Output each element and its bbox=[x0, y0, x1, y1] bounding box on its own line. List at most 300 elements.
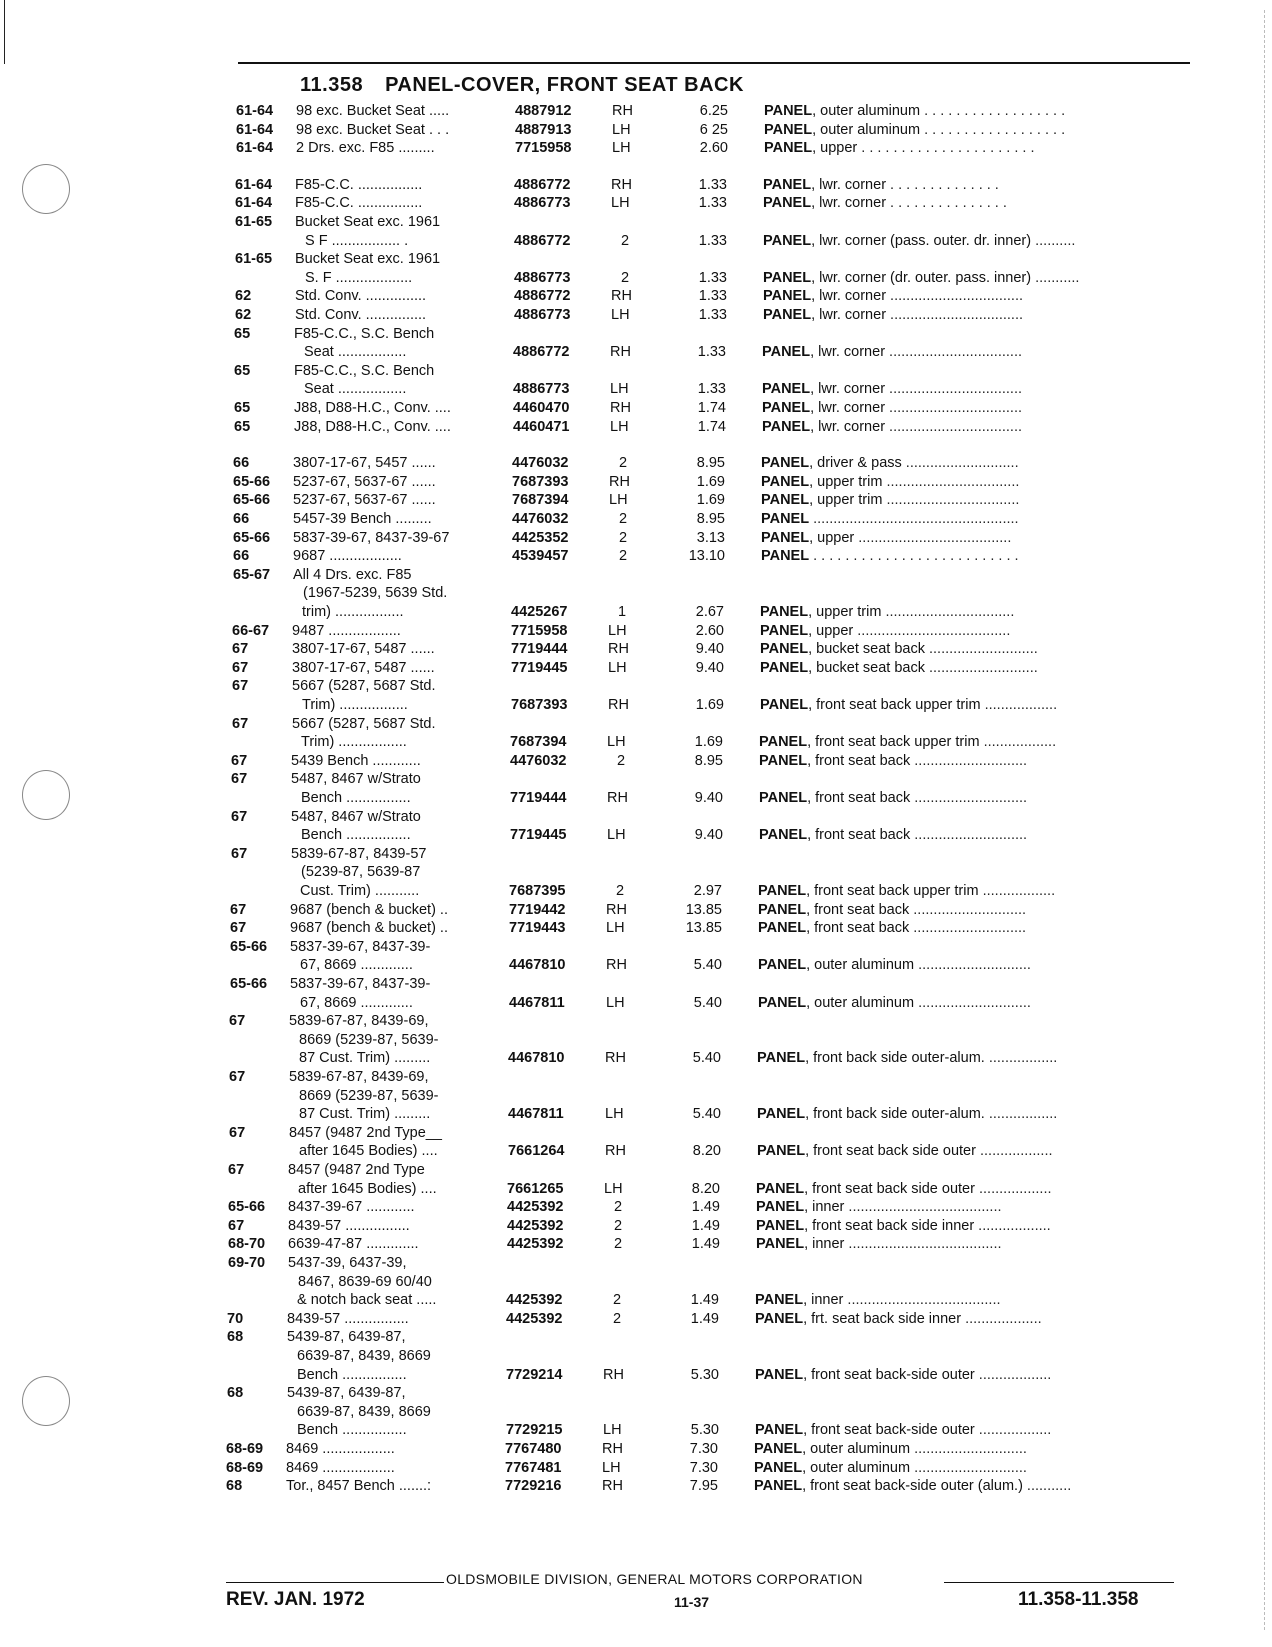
table-row bbox=[0, 418, 1272, 436]
body-description: 5837-39-67, 8437-39-67 bbox=[293, 530, 450, 546]
leader-dots: ................... bbox=[961, 1311, 1042, 1327]
part-name bbox=[764, 102, 1065, 120]
table-row bbox=[0, 1031, 1272, 1049]
qty-or-side: LH bbox=[603, 1422, 622, 1438]
list-price: 8.95 bbox=[696, 455, 725, 471]
panel-word: PANEL bbox=[761, 474, 810, 490]
body-description: 5667 (5287, 5687 Std. bbox=[292, 716, 436, 732]
part-number: 7729215 bbox=[506, 1422, 563, 1438]
part-name bbox=[754, 1477, 1071, 1495]
model-years: 68 bbox=[226, 1478, 243, 1494]
table-row bbox=[0, 566, 1272, 584]
leader-dots: . . . . . . . . . . . . . . . . . . bbox=[920, 103, 1066, 119]
model-years: 67 bbox=[231, 846, 248, 862]
name-separator: , bbox=[812, 103, 821, 119]
qty-or-side: 2 bbox=[613, 1292, 622, 1308]
leader-dots: .................. bbox=[974, 1422, 1052, 1438]
part-number: 4425392 bbox=[507, 1199, 564, 1215]
list-price: 1.74 bbox=[697, 400, 726, 416]
name-separator: , bbox=[804, 1199, 813, 1215]
panel-word: PANEL bbox=[759, 734, 808, 750]
body-description: 5237-67, 5637-67 ...... bbox=[293, 492, 436, 508]
body-description: 3807-17-67, 5487 ...... bbox=[292, 660, 435, 676]
body-description: 87 Cust. Trim) ......... bbox=[299, 1106, 431, 1122]
body-description: 5439 Bench ............ bbox=[291, 753, 421, 769]
table-row bbox=[0, 399, 1272, 417]
panel-word: PANEL bbox=[762, 419, 811, 435]
list-price: 1.33 bbox=[697, 344, 726, 360]
model-years: 67 bbox=[232, 641, 249, 657]
model-years: 65-66 bbox=[230, 939, 268, 955]
model-years: 65-66 bbox=[228, 1199, 266, 1215]
part-name-detail: lwr. corner bbox=[818, 419, 886, 435]
leader-dots: .................. bbox=[974, 1367, 1052, 1383]
part-name-detail: lwr. corner (pass. outer. dr. inner) bbox=[819, 233, 1032, 249]
panel-word: PANEL bbox=[761, 455, 810, 471]
body-description: Bucket Seat exc. 1961 bbox=[295, 251, 441, 267]
model-years: 61-65 bbox=[235, 251, 273, 267]
list-price: 1.33 bbox=[698, 177, 727, 193]
footer-rule-left bbox=[226, 1582, 444, 1583]
qty-or-side: RH bbox=[611, 288, 632, 304]
panel-word: PANEL bbox=[757, 1106, 806, 1122]
part-number: 4886773 bbox=[514, 195, 571, 211]
part-number: 7729214 bbox=[506, 1367, 563, 1383]
table-row bbox=[0, 1403, 1272, 1421]
part-number: 4467811 bbox=[508, 1106, 564, 1122]
qty-or-side: RH bbox=[610, 344, 631, 360]
body-description: 5439-87, 6439-87, bbox=[287, 1329, 406, 1345]
panel-word: PANEL bbox=[764, 122, 813, 138]
part-name bbox=[758, 994, 1031, 1012]
list-price: 5.30 bbox=[690, 1367, 719, 1383]
list-price: 3.13 bbox=[696, 530, 725, 546]
name-separator: , bbox=[810, 400, 819, 416]
list-price: 6 25 bbox=[699, 122, 728, 138]
part-number: 7719442 bbox=[509, 902, 566, 918]
body-description: (5239-87, 5639-87 bbox=[301, 864, 421, 880]
list-price: 1.69 bbox=[696, 492, 725, 508]
part-name-detail: outer aluminum bbox=[814, 995, 915, 1011]
part-name-detail: front seat back-side outer bbox=[811, 1422, 975, 1438]
body-description: 8457 (9487 2nd Type bbox=[288, 1162, 425, 1178]
model-years: 70 bbox=[227, 1311, 244, 1327]
model-years: 66 bbox=[233, 511, 250, 527]
table-row bbox=[0, 622, 1272, 640]
leader-dots: .................. bbox=[980, 697, 1058, 713]
panel-word: PANEL bbox=[760, 697, 809, 713]
part-number: 4539457 bbox=[512, 548, 569, 564]
panel-word: PANEL bbox=[762, 400, 811, 416]
part-name bbox=[762, 418, 1022, 436]
body-description: 6639-87, 8439, 8669 bbox=[297, 1348, 431, 1364]
part-name bbox=[757, 1049, 1057, 1067]
panel-word: PANEL bbox=[763, 177, 812, 193]
part-name-detail: driver & pass bbox=[817, 455, 902, 471]
body-description: 3807-17-67, 5457 ...... bbox=[293, 455, 436, 471]
name-separator: , bbox=[808, 604, 817, 620]
table-row bbox=[0, 1421, 1272, 1439]
part-number: 4425352 bbox=[512, 530, 569, 546]
leader-dots: ...................................... bbox=[853, 623, 1011, 639]
body-description: 8457 (9487 2nd Type__ bbox=[289, 1125, 442, 1141]
body-description: 8469 .................. bbox=[286, 1441, 395, 1457]
model-years: 65-66 bbox=[233, 474, 271, 490]
panel-word: PANEL bbox=[757, 1050, 806, 1066]
part-number: 4425267 bbox=[511, 604, 568, 620]
table-row bbox=[0, 808, 1272, 826]
part-name-detail: outer aluminum bbox=[820, 103, 921, 119]
part-name bbox=[763, 176, 999, 194]
body-description: 8669 (5239-87, 5639- bbox=[299, 1088, 439, 1104]
table-row bbox=[0, 213, 1272, 231]
model-years: 67 bbox=[231, 771, 248, 787]
table-row bbox=[0, 584, 1272, 602]
footer-page-number: 11-37 bbox=[674, 1594, 710, 1610]
part-number: 7719444 bbox=[510, 790, 567, 806]
part-name-detail: upper trim bbox=[817, 474, 883, 490]
table-row bbox=[0, 1235, 1272, 1253]
model-years: 65 bbox=[234, 400, 251, 416]
part-name-detail: front seat back bbox=[815, 790, 911, 806]
body-description: J88, D88-H.C., Conv. .... bbox=[294, 419, 451, 435]
qty-or-side: LH bbox=[610, 381, 629, 397]
name-separator: , bbox=[807, 734, 816, 750]
name-separator: , bbox=[804, 1236, 813, 1252]
qty-or-side: 2 bbox=[619, 548, 628, 564]
body-description: 5487, 8467 w/Strato bbox=[291, 771, 421, 787]
body-description: S. F ................... bbox=[305, 270, 413, 286]
list-price: 5.30 bbox=[690, 1422, 719, 1438]
table-row bbox=[0, 863, 1272, 881]
table-row bbox=[0, 956, 1272, 974]
model-years: 68 bbox=[227, 1329, 244, 1345]
body-description: 8469 .................. bbox=[286, 1460, 395, 1476]
model-years: 67 bbox=[229, 1069, 246, 1085]
name-separator: , bbox=[806, 957, 815, 973]
leader-dots: ...................................... bbox=[844, 1236, 1002, 1252]
qty-or-side: 2 bbox=[614, 1199, 623, 1215]
name-separator: , bbox=[811, 307, 820, 323]
qty-or-side: 2 bbox=[616, 883, 625, 899]
list-price: 2.60 bbox=[699, 140, 728, 156]
page-edge-line bbox=[4, 0, 5, 64]
qty-or-side: RH bbox=[608, 697, 629, 713]
panel-word: PANEL bbox=[758, 957, 807, 973]
panel-word: PANEL bbox=[761, 492, 810, 508]
table-row bbox=[0, 362, 1272, 380]
part-number: 4467811 bbox=[509, 995, 565, 1011]
table-row bbox=[0, 1142, 1272, 1160]
table-row bbox=[0, 715, 1272, 733]
part-name-detail: front back side outer-alum. bbox=[813, 1050, 985, 1066]
model-years: 69-70 bbox=[228, 1255, 266, 1271]
table-row bbox=[0, 510, 1272, 528]
model-years: 62 bbox=[235, 288, 252, 304]
body-description: 9687 (bench & bucket) .. bbox=[290, 920, 448, 936]
part-number: 7687395 bbox=[509, 883, 566, 899]
table-row bbox=[0, 1180, 1272, 1198]
panel-word: PANEL bbox=[759, 790, 808, 806]
panel-word: PANEL bbox=[763, 307, 812, 323]
panel-word: PANEL bbox=[760, 604, 809, 620]
list-price: 1.33 bbox=[698, 288, 727, 304]
qty-or-side: 2 bbox=[613, 1311, 622, 1327]
name-separator: , bbox=[803, 1367, 812, 1383]
panel-word: PANEL bbox=[755, 1422, 804, 1438]
name-separator: , bbox=[810, 419, 819, 435]
body-description: after 1645 Bodies) .... bbox=[298, 1181, 437, 1197]
part-number: 4887912 bbox=[515, 103, 572, 119]
part-name bbox=[761, 473, 1019, 491]
body-description: 6639-47-87 ............. bbox=[288, 1236, 419, 1252]
body-description: 5839-67-87, 8439-57 bbox=[291, 846, 427, 862]
footer-rule-right bbox=[944, 1582, 1174, 1583]
model-years: 67 bbox=[229, 1125, 246, 1141]
leader-dots: ................................. bbox=[882, 492, 1020, 508]
table-row bbox=[0, 1440, 1272, 1458]
leader-dots: .................. bbox=[979, 734, 1057, 750]
body-description: after 1645 Bodies) .... bbox=[299, 1143, 438, 1159]
list-price: 1.49 bbox=[690, 1292, 719, 1308]
table-row bbox=[0, 733, 1272, 751]
panel-word: PANEL bbox=[763, 233, 812, 249]
part-name bbox=[755, 1421, 1051, 1439]
model-years: 67 bbox=[228, 1162, 245, 1178]
model-years: 65 bbox=[234, 419, 251, 435]
table-row bbox=[0, 1105, 1272, 1123]
qty-or-side: RH bbox=[609, 474, 630, 490]
part-number: 4886773 bbox=[513, 381, 570, 397]
part-name-detail: front seat back upper trim bbox=[814, 883, 979, 899]
table-row bbox=[0, 1087, 1272, 1105]
leader-dots: ...................................... bbox=[844, 1199, 1002, 1215]
panel-word: PANEL bbox=[761, 530, 810, 546]
model-years: 65 bbox=[234, 363, 251, 379]
part-number: 4886773 bbox=[514, 307, 571, 323]
list-price: 1.49 bbox=[690, 1311, 719, 1327]
table-row bbox=[0, 529, 1272, 547]
leader-dots: ............................ bbox=[914, 957, 1031, 973]
model-years: 67 bbox=[231, 753, 248, 769]
body-description: 67, 8669 ............. bbox=[300, 995, 413, 1011]
list-price: 9.40 bbox=[695, 660, 724, 676]
panel-word: PANEL bbox=[760, 660, 809, 676]
part-name-detail: inner bbox=[811, 1292, 844, 1308]
body-description: Seat ................. bbox=[304, 381, 407, 397]
part-number: 4476032 bbox=[512, 511, 569, 527]
qty-or-side: LH bbox=[611, 307, 630, 323]
part-name bbox=[763, 306, 1023, 324]
name-separator: , bbox=[810, 344, 819, 360]
part-name-detail: front seat back side inner bbox=[812, 1218, 975, 1234]
name-separator: , bbox=[803, 1422, 812, 1438]
name-separator: , bbox=[806, 995, 815, 1011]
part-number: 4460471 bbox=[513, 419, 570, 435]
table-row bbox=[0, 919, 1272, 937]
body-description: Bench ................ bbox=[297, 1422, 407, 1438]
qty-or-side: RH bbox=[605, 1143, 626, 1159]
table-row bbox=[0, 1347, 1272, 1365]
name-separator: , bbox=[802, 1460, 811, 1476]
part-name bbox=[759, 826, 1027, 844]
model-years: 65-66 bbox=[233, 492, 271, 508]
part-number: 7687394 bbox=[510, 734, 567, 750]
leader-dots: ............................ bbox=[910, 790, 1028, 806]
table-row bbox=[0, 102, 1272, 120]
table-row bbox=[0, 139, 1272, 157]
qty-or-side: LH bbox=[606, 920, 625, 936]
panel-word: PANEL bbox=[759, 753, 808, 769]
leader-dots: . . . . . . . . . . . . . . . . . . bbox=[920, 122, 1066, 138]
name-separator: , bbox=[808, 623, 817, 639]
body-description: F85-C.C., S.C. Bench bbox=[294, 363, 435, 379]
list-price: 9.40 bbox=[694, 827, 723, 843]
list-price: 1.33 bbox=[697, 381, 726, 397]
part-number: 7715958 bbox=[515, 140, 572, 156]
leader-dots: . . . . . . . . . . . . . . bbox=[886, 177, 999, 193]
leader-dots: ........................... bbox=[924, 641, 1038, 657]
part-name bbox=[759, 752, 1027, 770]
section-title bbox=[300, 74, 744, 97]
body-description: Bench ................ bbox=[297, 1367, 407, 1383]
name-separator: , bbox=[809, 492, 818, 508]
body-description: 98 exc. Bucket Seat ..... bbox=[296, 103, 450, 119]
part-name-detail: upper bbox=[820, 140, 858, 156]
name-separator: , bbox=[806, 920, 815, 936]
list-price: 2.67 bbox=[695, 604, 724, 620]
section-heading: PANEL-COVER, FRONT SEAT BACK bbox=[385, 74, 744, 96]
part-name-detail: front seat back side outer bbox=[813, 1143, 976, 1159]
part-name bbox=[763, 194, 1007, 212]
qty-or-side: LH bbox=[602, 1460, 621, 1476]
part-name-detail: front seat back-side outer bbox=[811, 1367, 975, 1383]
table-row bbox=[0, 845, 1272, 863]
leader-dots: ............................ bbox=[910, 1460, 1027, 1476]
part-name-detail: front back side outer-alum. bbox=[813, 1106, 985, 1122]
leader-dots: ................................. bbox=[886, 288, 1024, 304]
panel-word: PANEL bbox=[761, 511, 810, 527]
part-name-detail: inner bbox=[812, 1199, 845, 1215]
model-years: 65 bbox=[234, 326, 251, 342]
name-separator: , bbox=[810, 381, 819, 397]
table-row bbox=[0, 454, 1272, 472]
part-number: 4886772 bbox=[514, 288, 571, 304]
part-name-detail: upper bbox=[817, 530, 855, 546]
table-row bbox=[0, 1310, 1272, 1328]
leader-dots: ............................ bbox=[914, 995, 1031, 1011]
leader-dots: ................................. bbox=[882, 474, 1020, 490]
name-separator: , bbox=[804, 1181, 813, 1197]
qty-or-side: 2 bbox=[614, 1218, 623, 1234]
qty-or-side: RH bbox=[611, 177, 632, 193]
list-price: 1.69 bbox=[696, 474, 725, 490]
part-name-detail: lwr. corner bbox=[818, 400, 886, 416]
list-price: 2.97 bbox=[693, 883, 722, 899]
leader-dots: ................................. bbox=[886, 307, 1024, 323]
part-name bbox=[764, 121, 1065, 139]
list-price: 6.25 bbox=[699, 103, 728, 119]
table-row bbox=[0, 1161, 1272, 1179]
part-name bbox=[755, 1366, 1051, 1384]
table-row bbox=[0, 325, 1272, 343]
body-description: 87 Cust. Trim) ......... bbox=[299, 1050, 431, 1066]
part-name-detail: front seat back bbox=[815, 753, 911, 769]
table-row bbox=[0, 1273, 1272, 1291]
model-years: 67 bbox=[230, 920, 247, 936]
part-name-detail: front seat back upper trim bbox=[816, 697, 981, 713]
part-name bbox=[760, 640, 1038, 658]
body-description: 5837-39-67, 8437-39- bbox=[290, 976, 431, 992]
footer-company: OLDSMOBILE DIVISION, GENERAL MOTORS CORPORATION bbox=[446, 1571, 863, 1587]
body-description: Seat ................. bbox=[304, 344, 407, 360]
part-name-detail: outer aluminum bbox=[814, 957, 915, 973]
list-price: 5.40 bbox=[692, 1106, 721, 1122]
part-name-detail: frt. seat back side inner bbox=[811, 1311, 962, 1327]
qty-or-side: LH bbox=[611, 195, 630, 211]
name-separator: , bbox=[806, 902, 815, 918]
table-row bbox=[0, 1254, 1272, 1272]
qty-or-side: 2 bbox=[621, 233, 630, 249]
part-name-detail: front seat back-side outer (alum.) bbox=[810, 1478, 1023, 1494]
model-years: 68-69 bbox=[226, 1441, 264, 1457]
part-name bbox=[757, 1142, 1053, 1160]
part-name bbox=[754, 1459, 1027, 1477]
part-number: 7729216 bbox=[505, 1478, 562, 1494]
part-name-detail: lwr. corner (dr. outer. pass. inner) bbox=[819, 270, 1032, 286]
panel-word: PANEL bbox=[758, 920, 807, 936]
model-years: 61-64 bbox=[236, 103, 274, 119]
list-price: 8.95 bbox=[694, 753, 723, 769]
body-description: 98 exc. Bucket Seat . . . bbox=[296, 122, 450, 138]
part-number: 4425392 bbox=[507, 1218, 564, 1234]
name-separator: , bbox=[805, 1050, 814, 1066]
panel-word: PANEL bbox=[762, 344, 811, 360]
leader-dots: .................. bbox=[975, 1143, 1053, 1159]
model-years: 61-64 bbox=[236, 122, 274, 138]
table-row bbox=[0, 1217, 1272, 1235]
table-row bbox=[0, 1291, 1272, 1309]
leader-dots: .................. bbox=[974, 1181, 1052, 1197]
list-price: 1.49 bbox=[691, 1236, 720, 1252]
body-description: 8669 (5239-87, 5639- bbox=[299, 1032, 439, 1048]
panel-word: PANEL bbox=[757, 1143, 806, 1159]
part-number: 4425392 bbox=[506, 1311, 563, 1327]
list-price: 1.49 bbox=[691, 1199, 720, 1215]
name-separator: , bbox=[812, 122, 821, 138]
table-row bbox=[0, 901, 1272, 919]
body-description: F85-C.C., S.C. Bench bbox=[294, 326, 435, 342]
leader-dots: ................................. bbox=[885, 381, 1023, 397]
list-price: 1.49 bbox=[691, 1218, 720, 1234]
qty-or-side: RH bbox=[608, 641, 629, 657]
panel-word: PANEL bbox=[758, 883, 807, 899]
name-separator: , bbox=[807, 790, 816, 806]
part-name-detail: lwr. corner bbox=[819, 195, 887, 211]
part-number: 4425392 bbox=[507, 1236, 564, 1252]
table-row bbox=[0, 473, 1272, 491]
list-price: 2.60 bbox=[695, 623, 724, 639]
part-name bbox=[763, 287, 1023, 305]
model-years: 61-65 bbox=[235, 214, 273, 230]
body-description: 9487 .................. bbox=[292, 623, 401, 639]
body-description: 2 Drs. exc. F85 ......... bbox=[296, 140, 435, 156]
name-separator: , bbox=[809, 474, 818, 490]
name-separator: , bbox=[805, 1143, 814, 1159]
table-row bbox=[0, 1049, 1272, 1067]
leader-dots: ................................................... bbox=[809, 511, 1019, 527]
table-row bbox=[0, 491, 1272, 509]
